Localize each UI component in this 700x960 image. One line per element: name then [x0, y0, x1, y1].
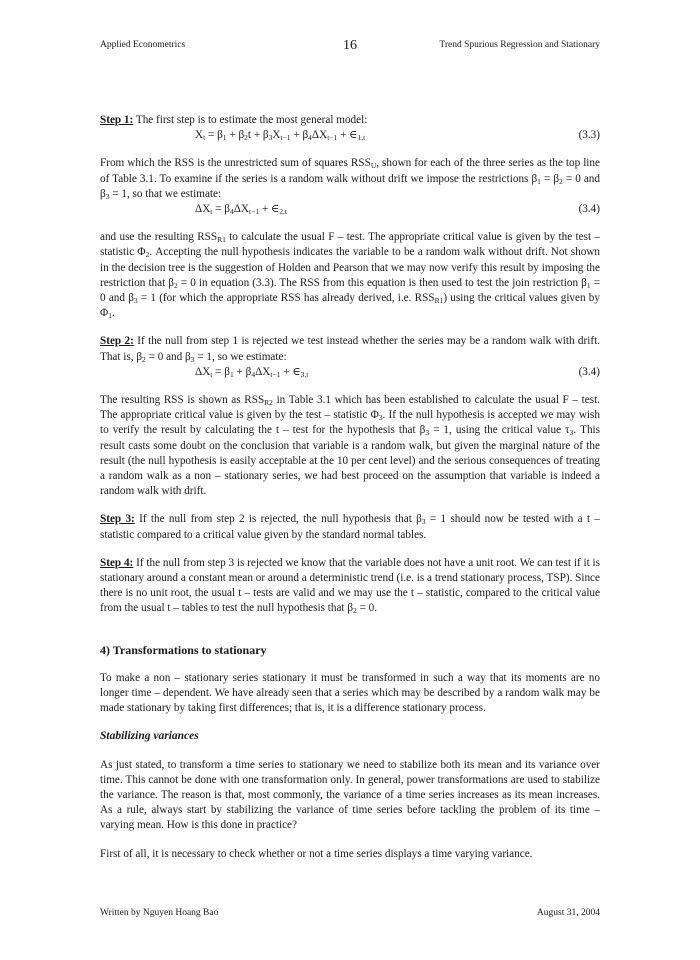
paragraph: First of all, it is necessary to check whether or not a time series displays a time varying variance.	[100, 847, 533, 860]
paragraph: From which the RSS is the unrestricted sum of squares $RSS_U$, shown for each of the three series as the top line of Table 3.1. To examine if the series is a random walk without drift we impose the restrictions $\beta_1 = \beta_2 = 0$ and $\beta_3 = 1$, so that we estimate:	[100, 157, 600, 201]
equation-number: (3.4)	[578, 203, 600, 215]
equation-number: (3.3)	[578, 129, 600, 142]
step3-label: Step 3:	[100, 513, 135, 526]
equation-number: (3.4)	[578, 365, 600, 378]
paragraph: and use the resulting $RSS_{R1}$ to calculate the usual F – test. The appropriate critical value is given by the test – statistic $\Phi_2$. Accepting the null hypothesis indicates the variable to be a random walk without drift. Not shown in the decision tree is the suggestion of Holden and Pearson that we may now verify this result by imposing the restriction that $\beta_2 = 0$ in equation (3.3). The RSS from this equation is then used to test the join restriction $\beta_1 = 0$ and $\beta_3 = 1$ (for which the appropriate RSS has already derived, i.e. $RSS_{R1}$) using the critical values given by $\Phi_1$.	[100, 231, 601, 321]
subsection-heading: Stabilizing variances	[100, 730, 199, 743]
paragraph: The resulting RSS is shown as $RSS_{R2}$ in Table 3.1 which has been established to calculate the usual F – test. The appropriate critical value is given by the test – statistic $\Phi_3$. If the null hypothesis is accepted we may wish to verify the result by calculating the t – test for the hypothesis that $\beta_3 = 1$, using the critical value $\tau_3$. This result casts some doubt on the conclusion that variable is a random walk, but given the marginal nature of the result (the null hypothesis is easily acceptable at the 10 per cent level) and the serious consequences of treating a random walk as a non – stationary series, we had best proceed on the assumption that variable is indeed a random walk with drift.	[100, 394, 601, 498]
equation-3-4-drift	[100, 365, 600, 380]
step3-paragraph: Step 3: If the null from step 2 is rejected, the null hypothesis that $\beta_3 = 1$ should now be tested with a t – statistic compared to a critical value given by the standard normal tables.	[100, 513, 600, 541]
section-heading: 4) Transformations to stationary	[100, 642, 267, 657]
equation-3-4	[100, 202, 600, 217]
step1-label: Step 1:	[100, 114, 134, 126]
running-header-chapter: Trend Spurious Regression and Stationary	[439, 40, 600, 50]
equation-formula: $\Delta X_t = \beta_1 + \beta_4\Delta X_{t-1}$ + $\in_{3,t}$	[195, 365, 309, 379]
running-header-title: Applied Econometrics	[100, 40, 186, 50]
paragraph: As just stated, to transform a time series to stationary we need to stabilize both its mean and its variance over time. This cannot be done with one transformation only. In general, power transformations are used to stabilize the variance. The reason is that, most commonly, the variance of a time series increases as its mean increases. As a rule, always start by stabilizing the variance of time series before tackling the problem of its time – varying mean. How is this done in practice?	[100, 758, 600, 832]
equation-3-3	[100, 128, 600, 143]
footer-date: August 31, 2004	[536, 908, 600, 918]
equation-formula: $\Delta X_t = \beta_4\Delta X_{t-1}$ + $\in_{2,t}$	[195, 203, 287, 216]
equation-formula: $X_t = \beta_1 + \beta_2t + \beta_3X_{t-1} + \beta_4\Delta X_{t-1}$ + $\in_{1,t}$	[195, 129, 366, 143]
page-body	[100, 113, 600, 862]
step1-intro: Step 1: The first step is to estimate the most general model:	[100, 114, 368, 126]
footer-author: Written by Nguyen Hoang Bao	[100, 908, 219, 918]
paragraph: To make a non – stationary series stationary it must be transformed in such a way that its moments are no longer time – dependent. We have already seen that a series which may be described by a random walk may be made stationary by taking first differences; that is, it is a difference stationary process.	[100, 671, 600, 715]
step4-label: Step 4:	[100, 556, 134, 569]
page-number: 16	[343, 38, 357, 53]
step2-label: Step 2:	[100, 335, 134, 348]
step2-intro: Step 2: If the null from step 1 is rejected we test instead whether the series may be a random walk with drift. That is, $\beta_2 = 0$ and $\beta_3 = 1$, so we estimate:	[100, 335, 600, 364]
step4-paragraph: Step 4: If the null from step 3 is rejected we know that the variable does not have a unit root. We can test if it is stationary around a constant mean or around a deterministic trend (i.e. is a trend stationary process, TSP). Since there is no unit root, the usual t – tests are valid and we may use the t – statistic, compared to the critical value from the usual t – tables to test the null hypothesis that $\beta_2 = 0$.	[100, 556, 600, 616]
